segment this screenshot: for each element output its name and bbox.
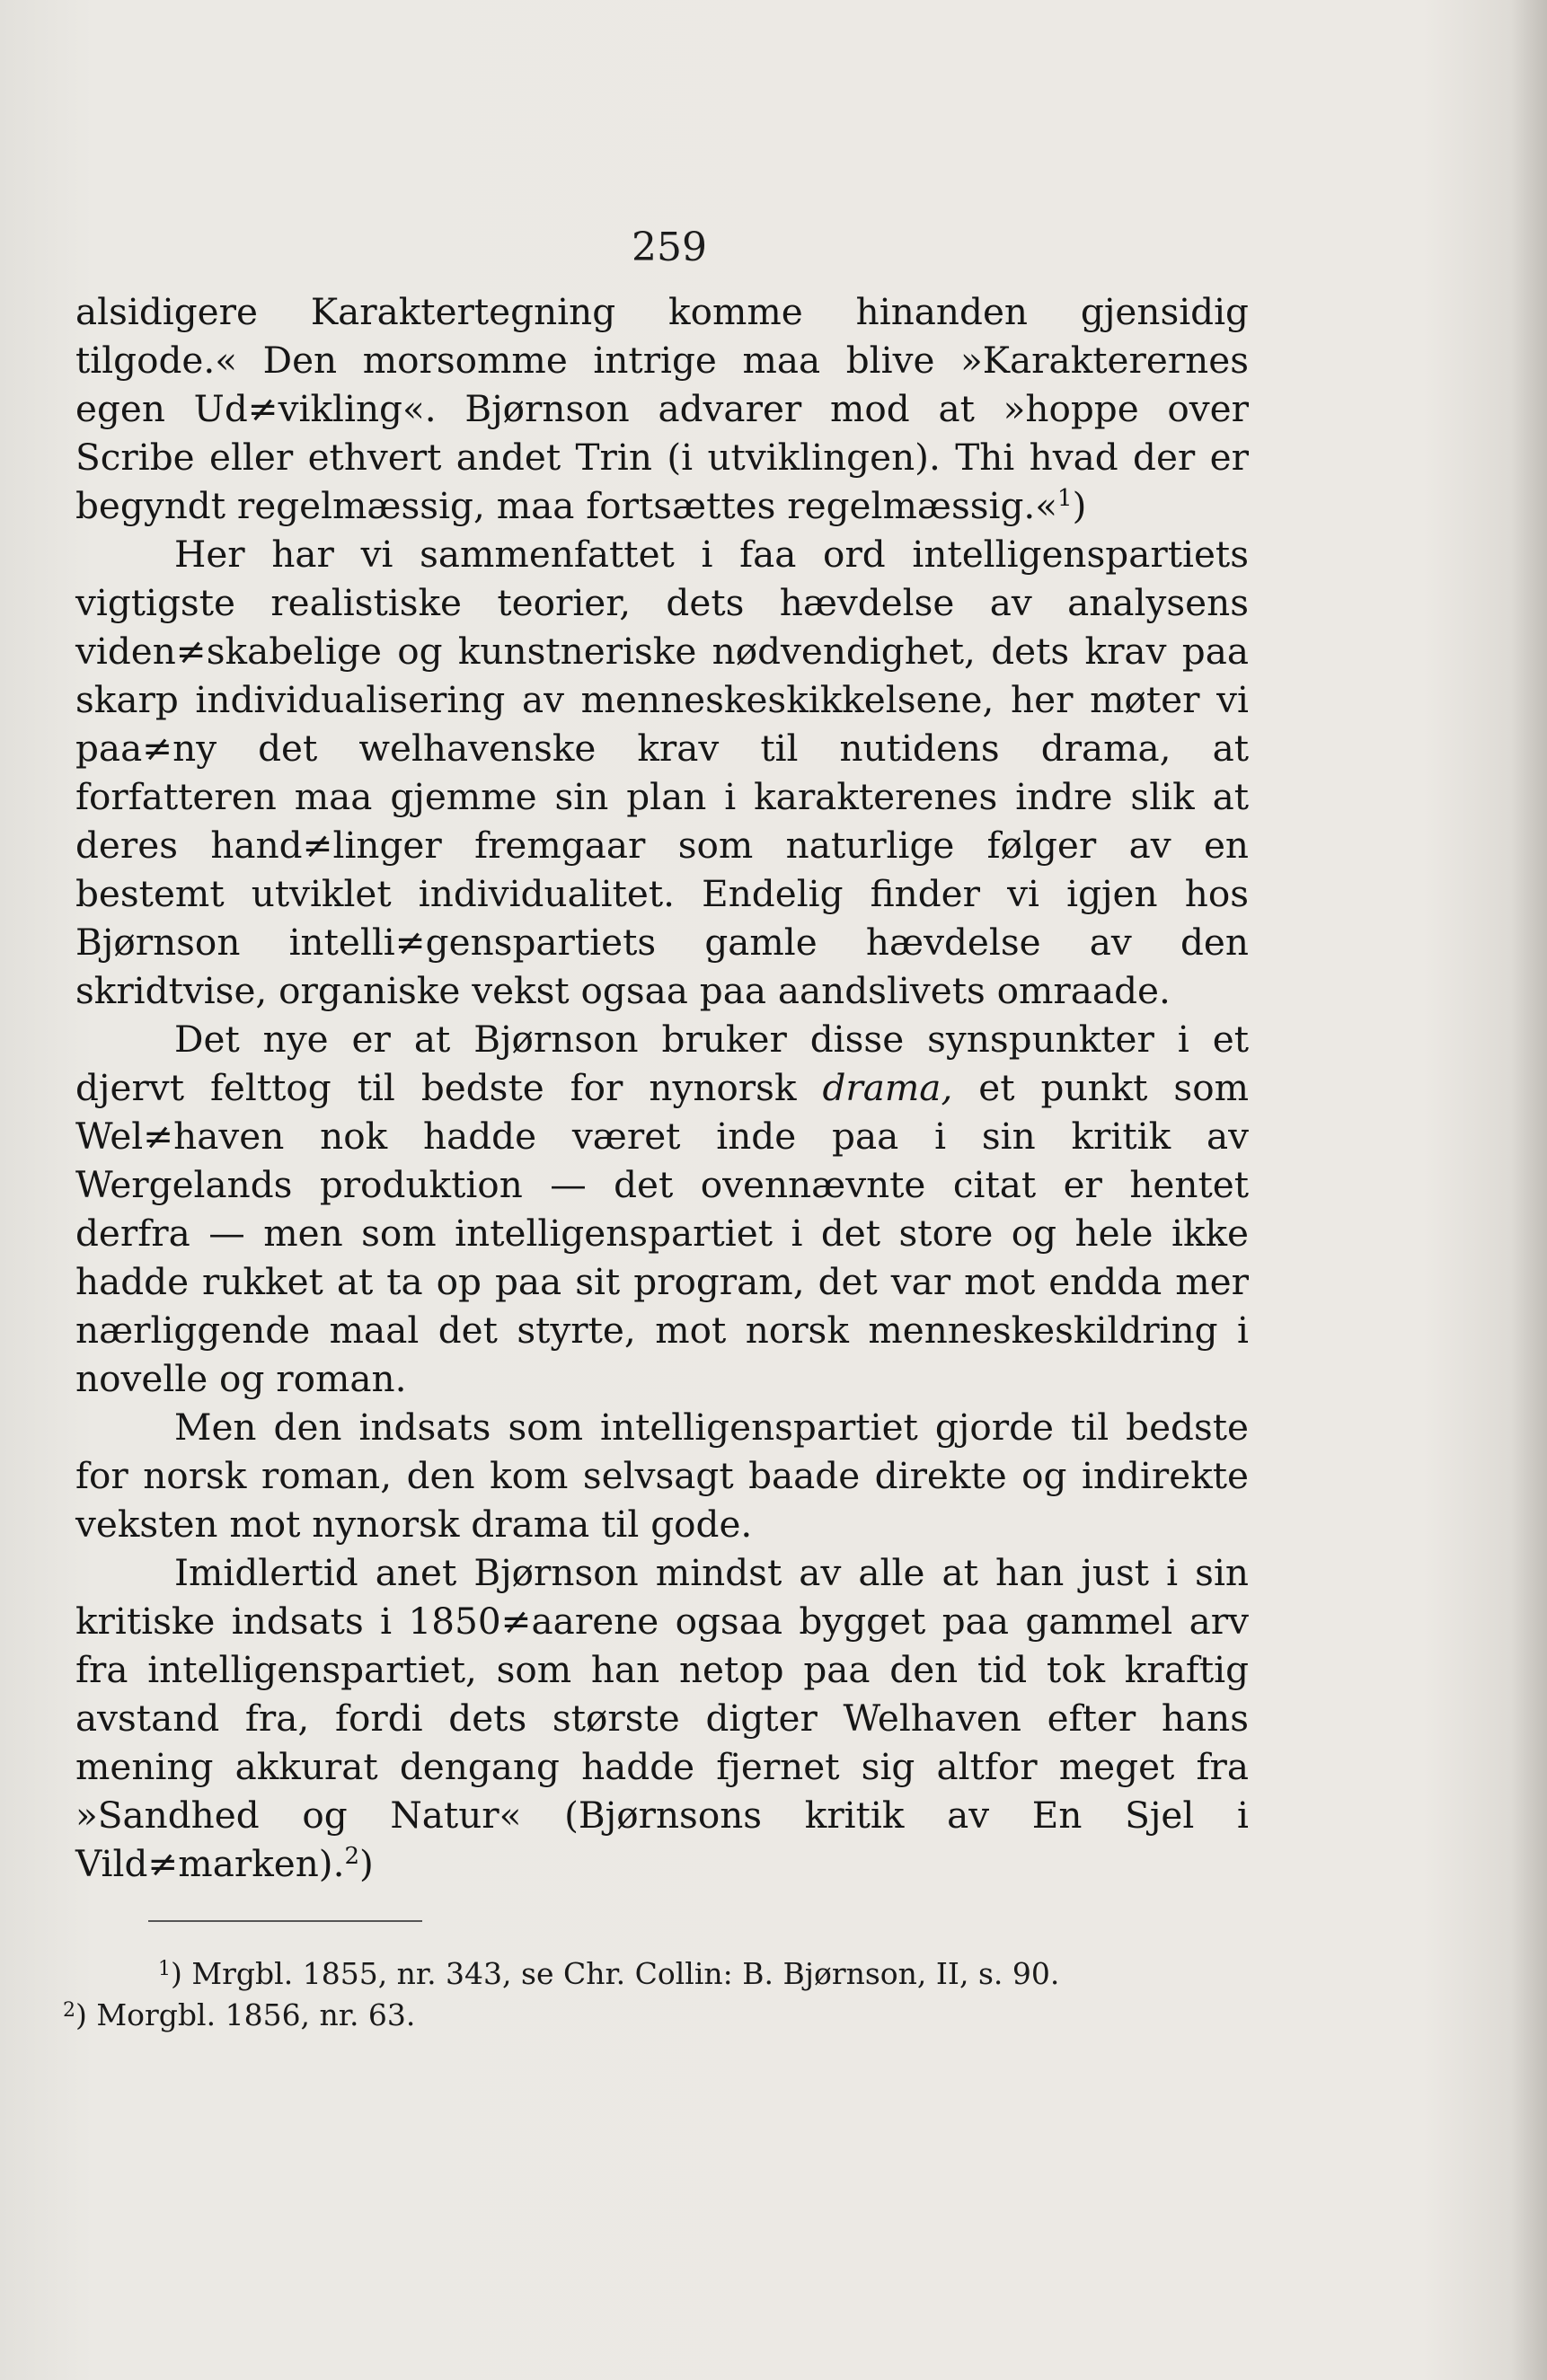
paragraph-2: Her har vi sammenfattet i faa ord intelligenspartiets vigtigste realistiske teorier, dets hævdelse av analysens viden≠skabelige og kunstneriske nødvendighet, dets krav paa skarp individualisering av menneskeskikkelsene, her møter vi paa≠ny det welhavenske krav til nutidens drama, at forfatteren maa gjemme sin plan i karakterenes indre slik at deres hand≠linger fremgaar som naturlige følger av en bestemt utviklet individualitet. Endelig finder vi igjen hos Bjørnson intelli≠genspartiets gamle hævdelse av den skridtvise, organiske vekst ogsaa paa aandslivets omraade. bbox=[75, 533, 1249, 1012]
paragraph-1-text: alsidigere Karaktertegning komme hinanden gjensidig tilgode.« Den morsomme intrige maa blive »Karakterernes egen Ud≠vikling«. Bjørnson advarer mod at »hoppe over Scribe eller ethvert andet Trin (i utviklingen). Thi hvad der er begyndt regelmæssig, maa fortsættes regelmæssig.« bbox=[75, 290, 1249, 527]
paragraph-3-text-a: Det nye er at Bjørnson bruker disse synspunkter i et djervt felttog til bedste for nynorsk bbox=[75, 1018, 1249, 1109]
paragraph-5-text: Imidlertid anet Bjørnson mindst av alle at han just i sin kritiske indsats i 1850≠aarene ogsaa bygget paa gammel arv fra intelligenspartiet, som han netop paa den tid tok kraftig avstand fra, fordi dets største digter Welhaven efter hans mening akkurat dengang hadde fjernet sig altfor meget fra »Sandhed og Natur« (Bjørnsons kritik av En Sjel i Vild≠marken). bbox=[75, 1551, 1249, 1885]
footnote-1 bbox=[63, 1953, 1258, 1995]
footnote-1-text: ) Mrgbl. 1855, nr. 343, se Chr. Collin: B. Bjørnson, II, s. 90. bbox=[171, 1956, 1060, 1991]
paragraph-3 bbox=[75, 1015, 1249, 1403]
footnote-ref-1: 1 bbox=[1057, 485, 1073, 512]
paragraph-5 bbox=[75, 1548, 1249, 1888]
footnote-1-mark: 1 bbox=[158, 1958, 171, 1980]
paragraph-1 bbox=[75, 287, 1249, 530]
page-number: 259 bbox=[632, 225, 707, 270]
body-text bbox=[75, 287, 1249, 1888]
footnote-ref-1-paren: ) bbox=[1072, 484, 1087, 527]
footnote-ref-2-paren: ) bbox=[359, 1842, 374, 1885]
footnotes bbox=[63, 1953, 1258, 2036]
footnote-2 bbox=[63, 1995, 1258, 2036]
footnote-2-mark: 2 bbox=[63, 1999, 75, 2022]
paragraph-3-text-b: et punkt som Wel≠haven nok hadde været inde paa i sin kritik av Wergelands produktion — det ovennævnte citat er hentet derfra — men som intelligenspartiet i det store og hele ikke hadde rukket at ta op paa sit program, det var mot endda mer nærliggende maal det styrte, mot norsk menneskeskildring i novelle og roman. bbox=[75, 1066, 1249, 1400]
paragraph-3-emphasis: drama, bbox=[822, 1066, 953, 1109]
footnote-rule bbox=[148, 1920, 422, 1922]
paragraph-4: Men den indsats som intelligenspartiet gjorde til bedste for norsk roman, den kom selvsagt baade direkte og indirekte veksten mot nynorsk drama til gode. bbox=[75, 1406, 1249, 1546]
page-edge-shadow bbox=[1511, 0, 1547, 2380]
footnote-ref-2: 2 bbox=[344, 1843, 360, 1870]
footnote-2-text: ) Morgbl. 1856, nr. 63. bbox=[75, 1997, 416, 2032]
